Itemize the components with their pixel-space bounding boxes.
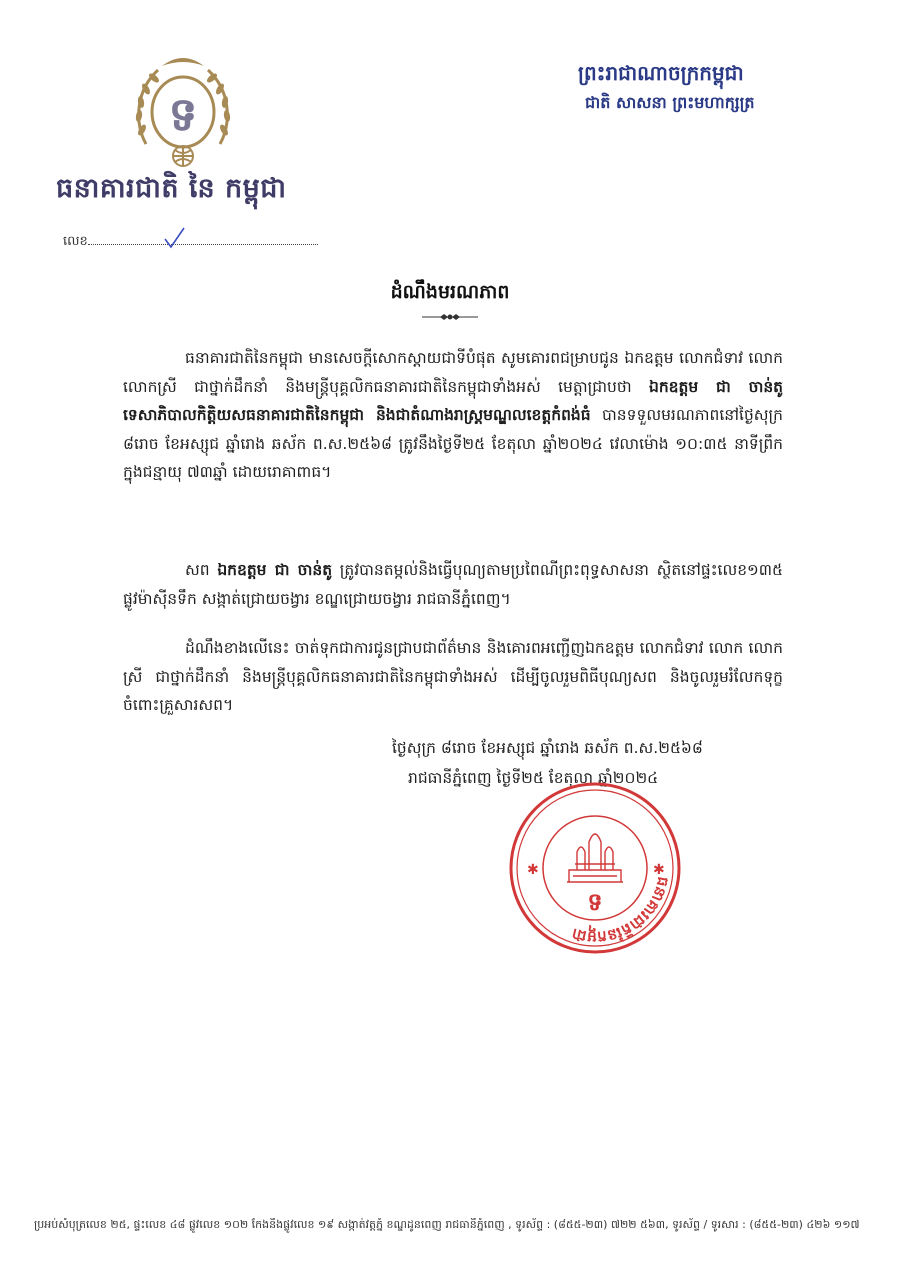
seal-ring-text: ធនាគារជាតិនៃកម្ពុជា (570, 875, 673, 947)
reference-number-line (63, 232, 338, 252)
paragraph-1-text-a: ធនាគារជាតិនៃកម្ពុជា មានសេចក្តីសោកស្តាយជាទីបំផុត សូមគោរពជម្រាបជូន ឯកឧត្តម លោកជំទាវ លោក លោកស្រី ជាថ្នាក់ដឹកនាំ និងមន្ត្រីបុគ្គលិកធនាគារជាតិនៃកម្ពុជាទាំងអស់ មេត្តាជ្រាបថា (123, 349, 783, 396)
paragraph-3-text: ដំណឹងខាងលើនេះ ចាត់ទុកជាការជូនជ្រាបជាព័ត៌មាន និងគោរពអញ្ជើញឯកឧត្តម លោកជំទាវ លោក លោកស្រី ជាថ្នាក់ដឹកនាំ និងមន្ត្រីបុគ្គលិកធនាគារជាតិនៃកម្ពុជាទាំងអស់ ដើម្បីចូលរួមពិធីបុណ្យសព និងចូលរួមរំលែកទុក្ខចំពោះគ្រួសារសព។ (123, 639, 783, 714)
notice-title: ដំណឹងមរណភាព (390, 281, 510, 303)
paragraph-2-text-a: សព (185, 561, 218, 579)
official-seal-icon (505, 778, 685, 958)
svg-text:ធនាគារជាតិនៃកម្ពុជា (570, 875, 672, 946)
svg-text:ទ: ទ (168, 87, 198, 141)
reference-dots (88, 232, 318, 245)
svg-text:✱: ✱ (527, 862, 539, 878)
check-mark-icon (162, 226, 186, 250)
national-motto: ជាតិ សាសនា ព្រះមហាក្សត្រ (585, 93, 755, 112)
paragraph-invitation (123, 634, 783, 720)
paragraph-funeral-location (123, 556, 783, 613)
bank-logo-icon (128, 52, 238, 170)
lunar-date: ថ្ងៃសុក្រ ៨រោច ខែអស្សុជ ឆ្នាំរោង ឆស័ក ព.ស.២៥៦៨ (392, 739, 703, 757)
kingdom-heading: ព្រះរាជាណាចក្រកម្ពុជា (578, 61, 744, 85)
svg-text:ទ: ទ (587, 887, 603, 916)
title-ornament-icon (420, 312, 480, 322)
paragraph-1-text-b: បានទទួលមរណភាពនៅថ្ងៃសុក្រ ៨រោច ខែអស្សុជ ឆ្នាំរោង ឆស័ក ព.ស.២៥៦៨ ត្រូវនឹងថ្ងៃទី២៥ ខែតុលា ឆ្នាំ២០២៤ វេលាម៉ោង ១០:៣៥ នាទីព្រឹក ក្នុងជន្មាយុ ៧៣ឆ្នាំ ដោយរោគាពាធ។ (123, 406, 784, 481)
paragraph-announcement (123, 344, 783, 487)
svg-text:✱: ✱ (653, 862, 665, 878)
deceased-name-title: ឯកឧត្តម ជា ចាន់តូ ទេសាភិបាលកិត្តិយសធនាគារជាតិនៃកម្ពុជា និងជាតំណាងរាស្ត្រមណ្ឌលខេត្តកំពង់ធំ (123, 377, 783, 424)
paragraph-2-text-b: ត្រូវបានតម្កល់និងធ្វើបុណ្យតាមប្រពៃណីព្រះពុទ្ធសាសនា ស្ថិតនៅផ្ទះលេខ១៣៥ ផ្លូវម៉ាស៊ីនទឹក សង្កាត់ជ្រោយចង្វារ ខណ្ឌជ្រោយចង្វារ រាជធានីភ្នំពេញ។ (123, 561, 783, 608)
reference-label: លេខ (63, 234, 88, 249)
bank-name: ធនាគារជាតិ នៃ កម្ពុជា (56, 173, 287, 204)
deceased-name: ឯកឧត្តម ជា ចាន់តូ (217, 561, 333, 579)
solar-date: រាជធានីភ្នំពេញ ថ្ងៃទី២៥ ខែតុលា ឆ្នាំ២០២៤ (408, 769, 659, 787)
footer-address: ប្រអប់សំបុត្រលេខ ២៥, ផ្ទះលេខ ៤៨ ផ្លូវលេខ ១០២ កែងនឹងផ្លូវលេខ ១៩ សង្កាត់វត្តភ្នំ ខណ្ឌដូនពេញ រាជធានីភ្នំពេញ , ទូរស័ព្ទ : (៨៥៥-២៣) ៧២២ ៥៦៣, ទូរស័ព្ទ / ទូរសារ : (៨៥៥-២៣) ៤២៦ ១១៧ (34, 1218, 860, 1231)
